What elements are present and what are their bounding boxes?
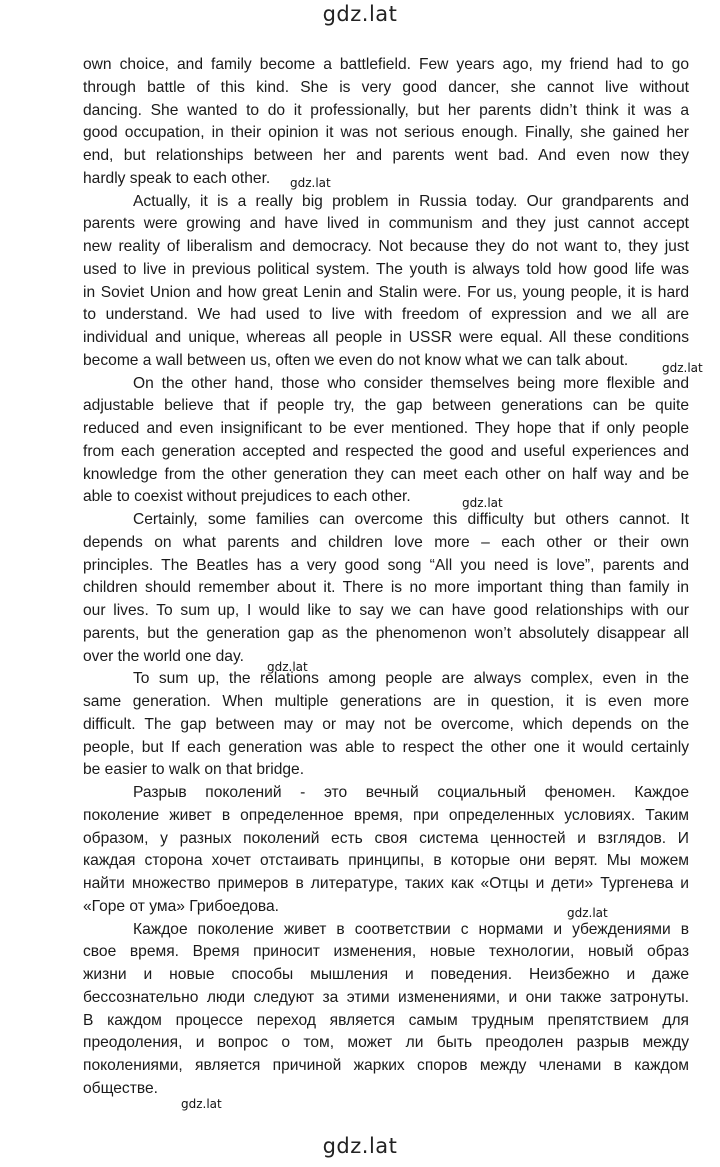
text-line: knowledge from the other generation they can meet each other on half way and be [83,465,689,483]
text-line: same generation. When multiple generations are in question, it is even more [83,693,689,710]
text-line: difficult. The gap between may or may not be overcome, which depends on the [83,715,689,733]
text-line: own choice, and family become a battlefield. Few years ago, my friend had to go [83,56,689,73]
text-line: dancing. She wanted to do it professionally, but her parents didn’t think it was a [83,101,689,119]
text-line: children should remember about it. There is no more important thing than family in [83,579,689,597]
text-line: become a wall between us, often we even do not know what we can talk about. [83,351,629,369]
text-line: parents were growing and have lived in communism and they just cannot accept [83,215,689,233]
watermark-inline: gdz.lat [290,176,331,190]
text-line: бессознательно люди следуют за этими изменениями, и они также затронуты. [83,988,689,1006]
watermark-inline: gdz.lat [567,906,608,920]
text-line: hardly speak to each other. [83,169,271,187]
text-line: «Горе от ума» Грибоедова. [83,897,280,915]
text-line: from each generation accepted and respected the good and useful experiences and [83,442,689,460]
text-line: свое время. Время приносит изменения, новые технологии, новый образ [83,943,689,961]
watermark-bottom: gdz.lat [322,1134,398,1158]
text-line: образом, у разных поколений есть своя система ценностей и взглядов. И [83,829,689,847]
text-line: To sum up, the relations among people are always complex, even in the [133,670,689,688]
watermark-inline: gdz.lat [462,496,503,510]
text-line: преодоления, и вопрос о том, может ли быть преодолен разрыв между [83,1034,689,1052]
watermark-inline: gdz.lat [662,361,703,375]
text-line: individual and unique, whereas all people in USSR were equal. All these conditions [83,329,689,346]
text-line: В каждом процессе переход является самым трудным препятствием для [83,1011,689,1029]
text-line: good occupation, in their opinion it was not serious enough. Finally, she gained her [83,124,689,142]
text-line: Каждое поколение живет в соответствии с нормами и убеждениями в [133,920,689,938]
watermark-top: gdz.lat [322,2,398,26]
watermark-inline: gdz.lat [181,1097,222,1111]
text-line: обществе. [83,1079,158,1097]
text-line: parents, but the generation gap as the phenomenon won’t absolutely disappear all [83,624,689,642]
text-line: in Soviet Union and how great Lenin and Stalin were. For us, young people, it is hard [83,283,689,301]
text-line: поколение живет в определенное время, при определенных условиях. Таким [83,806,689,824]
text-line: найти множество примеров в литературе, таких как «Отцы и дети» Тургенева и [83,875,689,892]
text-line: people, but If each generation was able to respect the other one it would certainly [83,738,689,756]
text-line: principles. The Beatles has a very good song “All you need is love”, parents and [83,556,689,574]
text-line: Разрыв поколений - это вечный социальный феномен. Каждое [133,784,689,801]
text-line: be easier to walk on that bridge. [83,761,305,779]
text-line: used to live in previous political system. The youth is always told how good life was [83,260,689,278]
text-line: end, but relationships between her and parents went bad. And even now they [83,147,689,164]
text-line: to understand. We had used to live with freedom of expression and we all are [83,306,689,324]
text-line: able to coexist without prejudices to each other. [83,488,411,506]
text-line: our lives. To sum up, I would like to say we can have good relationships with our [83,602,689,619]
text-line: adjustable believe that if people try, the gap between generations can be quite [83,397,689,415]
text-line: reduced and even insignificant to be ever mentioned. They hope that if only people [83,420,689,437]
text-line: new reality of liberalism and democracy. Not because they do not want to, they just [83,238,689,255]
text-line: On the other hand, those who consider themselves being more flexible and [133,374,689,392]
text-line: каждая сторона хочет отстаивать принципы, в которые они верят. Мы можем [83,852,689,870]
text-line: over the world one day. [83,647,244,665]
text-line: Certainly, some families can overcome this difficulty but others cannot. It [133,511,689,528]
text-line: жизни и новые способы мышления и поведения. Неизбежно и даже [83,966,689,983]
text-line: поколениями, является причиной жарких споров между членами в каждом [83,1057,689,1074]
text-line: depends on what parents and children love more – each other or their own [83,533,689,551]
text-line: Actually, it is a really big problem in Russia today. Our grandparents and [133,192,689,210]
text-line: through battle of this kind. She is very good dancer, she cannot live without [83,78,689,96]
watermark-inline: gdz.lat [267,660,308,674]
